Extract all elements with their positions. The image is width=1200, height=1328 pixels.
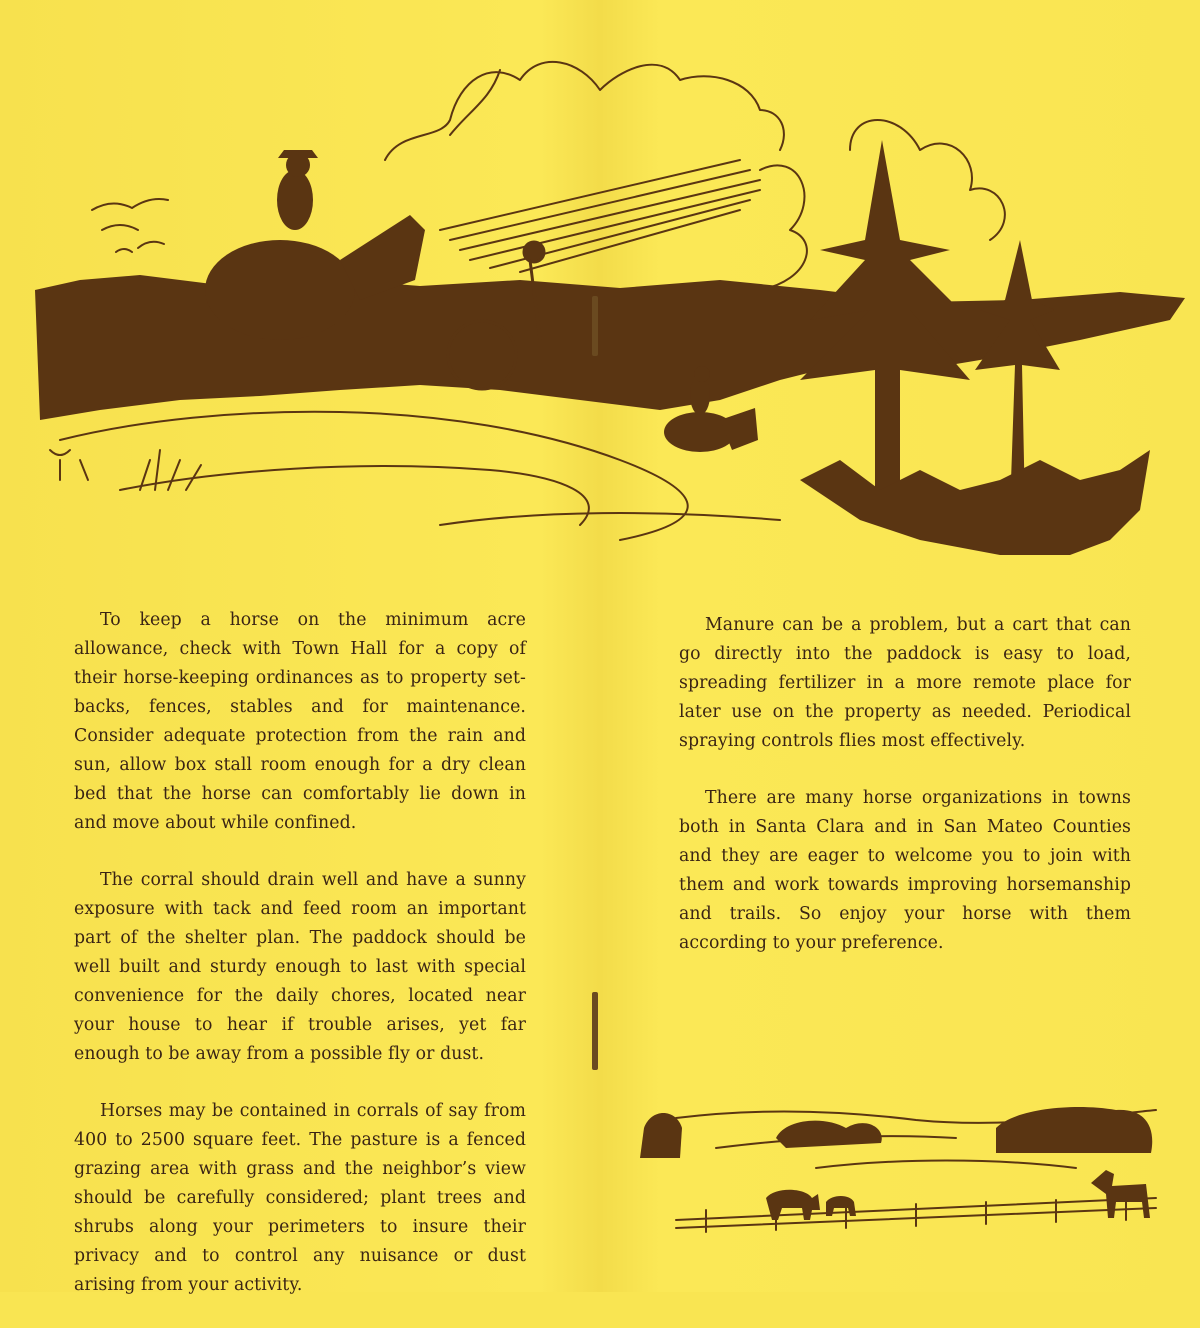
- staple: [592, 296, 598, 356]
- right-text-column: [679, 611, 1131, 986]
- bird-sketch: [116, 249, 132, 252]
- paragraph: There are many horse organizations in towns both in Santa Clara and in San Mateo Counties and they are eager to welcome you to join with them and work towards improving horsemanship and trails. So enjoy your horse with them according to your preference.: [679, 788, 1131, 953]
- monogram: [50, 450, 88, 480]
- paragraph: Horses may be contained in corrals of say from 400 to 2500 square feet. The pasture is a fenced grazing area with grass and the neighbor’s view should be carefully considered; plant trees and shrubs along your perimeters to insure their privacy and to control any nuisance or dust arising from your activity.: [74, 1101, 526, 1295]
- paragraph: To keep a horse on the minimum acre allowance, check with Town Hall for a copy of their horse-keeping ordinances as to property set-backs, fences, stables and for maintenance. Consider adequate protection from the rain and sun, allow box stall room enough for a dry clean bed that the horse can comfortably lie down in and move about while confined.: [74, 610, 526, 833]
- grass-sketch: [800, 450, 1150, 555]
- top-illustration: [20, 40, 1190, 580]
- cloud-sketch: [760, 165, 807, 290]
- hill-line: [816, 1161, 1076, 1169]
- bird-sketch: [92, 199, 168, 210]
- tree-clump: [996, 1107, 1152, 1153]
- path-sketch: [60, 412, 688, 540]
- staple: [592, 992, 598, 1070]
- paragraph: Manure can be a problem, but a cart that can go directly into the paddock is easy to load, spreading fertilizer in a more remote place for later use on the property as needed. Periodical spraying controls flies most effectively.: [679, 615, 1131, 751]
- paragraph: The corral should drain well and have a sunny exposure with tack and feed room an important part of the shelter plan. The paddock should be well built and sturdy enough to last with special convenience for the daily chores, located near your house to hear if trouble arises, yet far enough to be away from a possible fly or dust.: [74, 870, 526, 1064]
- tree-clump: [776, 1121, 882, 1148]
- bottom-illustration: [636, 1098, 1160, 1248]
- left-text-column: [74, 606, 526, 1328]
- bird-sketch: [138, 242, 164, 248]
- bird-sketch: [102, 225, 138, 230]
- tree-clump: [640, 1113, 682, 1158]
- path-sketch: [440, 513, 780, 525]
- hatch-sketch: [440, 160, 760, 272]
- cloud-sketch: [385, 62, 784, 160]
